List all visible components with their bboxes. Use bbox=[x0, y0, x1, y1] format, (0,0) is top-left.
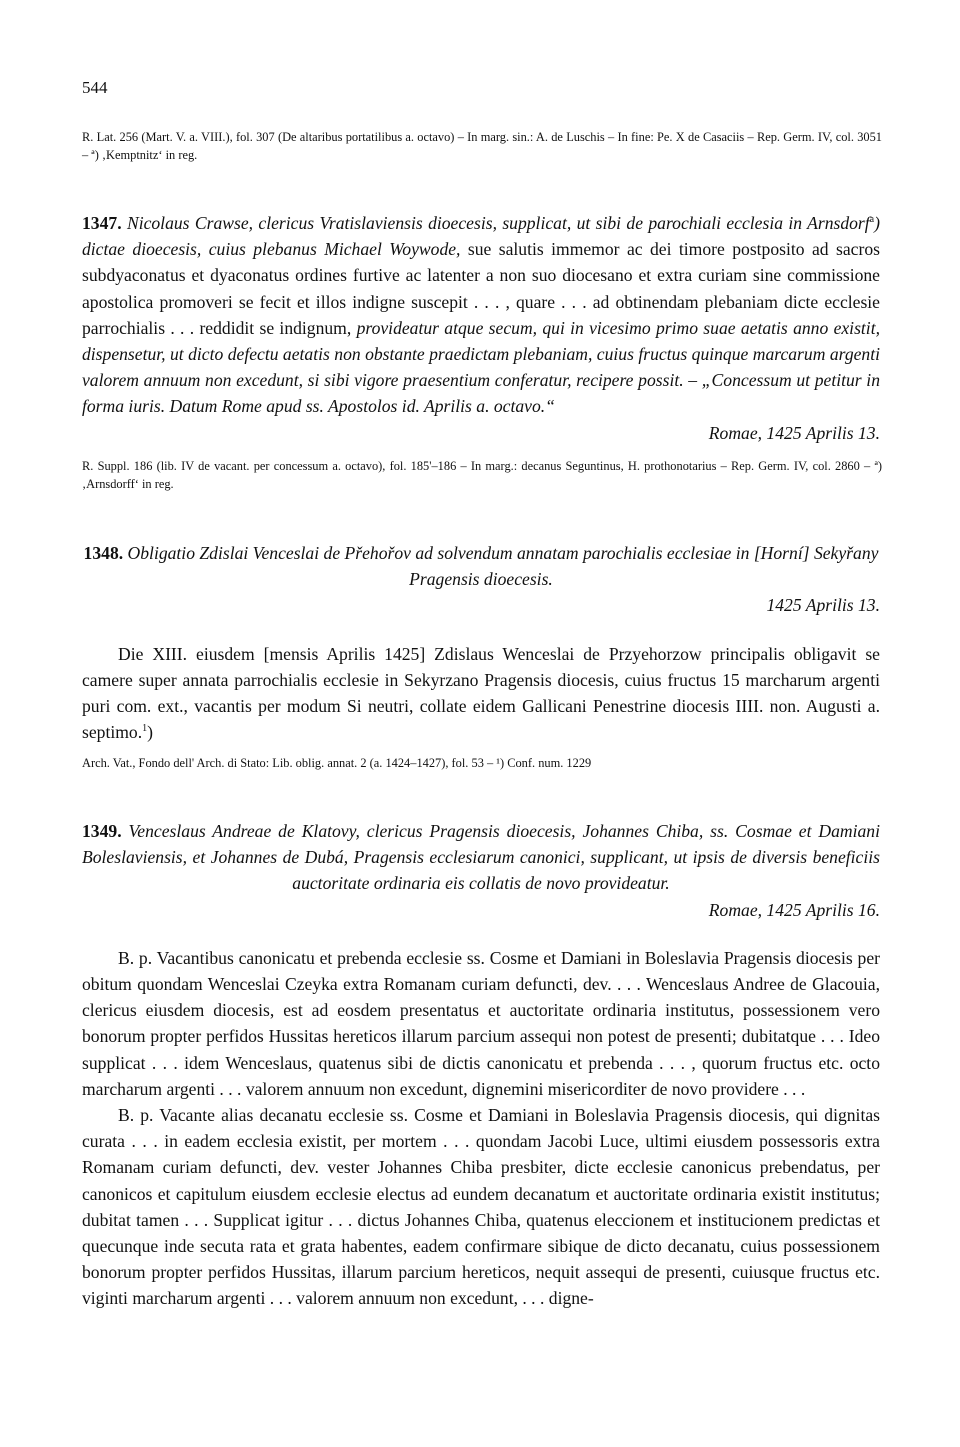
entry-number: 1347. bbox=[82, 213, 122, 233]
entry-heading bbox=[82, 540, 880, 592]
entry-paragraph-2: B. p. Vacante alias decanatu ecclesie ss. Cosme et Damiani in Boleslavia Pragensis diocesis, qui dignitas curata . . . in eadem ecclesia existit, per mortem . . . quondam Jacobi Luce, ultimi eiusdem possessoris extra Romanam curiam defuncti, dev. vester Johannes Chiba presbiter, dicte ecclesie canonicus prebendatus, per canonicos et capitulum eiusdem ecclesie electus ad eundem decanatum et auctoritate ordinaria existit institutus; dubitat tamen . . . Supplicat igitur . . . dictus Johannes Chiba, quatenus eleccionem et institucionem predictas et quecunque inde secuta rata et grata habentes, eadem confirmare sibique de dicto decanatu, cuius possessionem bonorum propter perfidos Hussitas, illarum parcium hereticos, nequit assequi de presenti, cuiusque fructus etc. viginti marcharum argenti . . . valorem annuum non excedunt, . . . digne- bbox=[82, 1105, 880, 1309]
entry-1348 bbox=[82, 540, 880, 745]
entry-summary: Nicolaus Crawse, clericus Vratislaviensis dioecesis, supplicat, ut sibi de parochiali ecclesia in Arnsdorf bbox=[126, 213, 870, 233]
entry-body-end: ) bbox=[147, 722, 153, 743]
entry-paragraph-1: B. p. Vacantibus canonicatu et prebenda ecclesie ss. Cosme et Damiani in Boleslavia Pragensis diocesis per obitum quondam Wenceslai Czeyka extra Romanam curiam defuncti, dev. . . . Wenceslaus Andree de Glacouia, clericus eiusdem diocesis, est ad eosdem presentatus et auctoritate ordinaria institutus, possessionem vero bonorum propter perfidos Hussitas hereticos illarum parcium assequi non potest de presenti; dubitatque . . . Ideo supplicat . . . idem Wenceslaus, quatenus sibi de dictis canonicatu et prebenda . . . , quorum fructus etc. octo marcharum argenti . . . valorem annuum non excedunt, dignemini misericorditer de novo providere . . . bbox=[82, 947, 880, 1099]
footnote-1346: R. Lat. 256 (Mart. V. a. VIII.), fol. 307 (De altaribus portatilibus a. octavo) – In marg. sin.: A. de Luschis – In fine: Pe. X de Casaciis – Rep. Germ. IV, col. 3051 – ª) ‚Kemptnitz‘ in reg. bbox=[82, 130, 882, 162]
entry-text: sue salutis immemor ac dei timore postposito ad sacros subdyaconatus et dyaconatus ordines furtive ac latenter a non suo diocesano et extra curiam sine commissione apostolica promoveri se fecit et illos indigne suscepit . . . , quare . . . ad obtinendam plebaniam dicte ecclesie parrochialis . . . reddidit se indignum, bbox=[82, 239, 880, 338]
entry-date: 1425 Aprilis 13. bbox=[766, 595, 880, 616]
entry-summary-cont: ) dictae dioecesis, cuius plebanus Michael Woywode, bbox=[82, 213, 880, 260]
entry-body bbox=[82, 641, 880, 746]
entry-number: 1348. bbox=[83, 543, 124, 563]
footnote-mark: 1 bbox=[142, 723, 148, 735]
footnote-1348: Arch. Vat., Fondo dell' Arch. di Stato: Lib. oblig. annat. 2 (a. 1424–1427), fol. 53 – ¹) Conf. num. 1229 bbox=[82, 756, 592, 770]
page-number: 544 bbox=[82, 78, 108, 97]
entry-text-italic: provideatur atque secum, qui in vicesimo primo suae aetatis anno existit, dispensetur, ut dicto defectu aetatis non obstante praedictam plebaniam, cuius fructus quinque marcarum argenti valorem annuum non excedunt, si sibi vigore praesentium conferatur, recipere possit. – „Concessum ut petitur in forma iuris. Datum Rome apud ss. Apostolos id. Aprilis a. octavo.“ bbox=[82, 317, 880, 417]
footnote-mark: a bbox=[869, 214, 875, 226]
entry-1349 bbox=[82, 818, 880, 1312]
entry-heading bbox=[82, 818, 880, 897]
entry-date: Romae, 1425 Aprilis 13. bbox=[708, 422, 880, 443]
entry-date: Romae, 1425 Aprilis 16. bbox=[708, 899, 880, 920]
entry-title: Obligatio Zdislai Venceslai de Přehořov ad solvendum annatam parochialis ecclesiae in [Horní] Sekyřany Pragensis dioecesis. bbox=[127, 543, 879, 590]
footnote-1347: R. Suppl. 186 (lib. IV de vacant. per concessum a. octavo), fol. 185'–186 – In marg.: decanus Seguntinus, H. prothonotarius – Rep. Germ. IV, col. 2860 – ª) ‚Arnsdorff‘ in reg. bbox=[82, 459, 882, 491]
entry-number: 1349. bbox=[82, 821, 122, 841]
entry-title: Venceslaus Andreae de Klatovy, clericus Pragensis dioecesis, Johannes Chiba, ss. Cosmae et Damiani Boleslaviensis, et Johannes de Dubá, Pragensis ecclesiarum canonici, supplicant, ut ipsis de diversis beneficiis auctoritate ordinaria eis collatis de novo provideatur. bbox=[82, 821, 880, 894]
entry-1347 bbox=[82, 210, 880, 446]
entry-body-text: Die XIII. eiusdem [mensis Aprilis 1425] Zdislaus Wenceslai de Przyehorzow principalis obligavit se camere super annata parrochialis ecclesie in Sekyrzano Pragensis diocesis, cuius fructus 15 marcharum argenti puri com. ext., vacantis per modum Si neutri, collate eidem Gallicani Penestrine diocesis IIII. non. Augusti a. septimo. bbox=[82, 643, 880, 743]
